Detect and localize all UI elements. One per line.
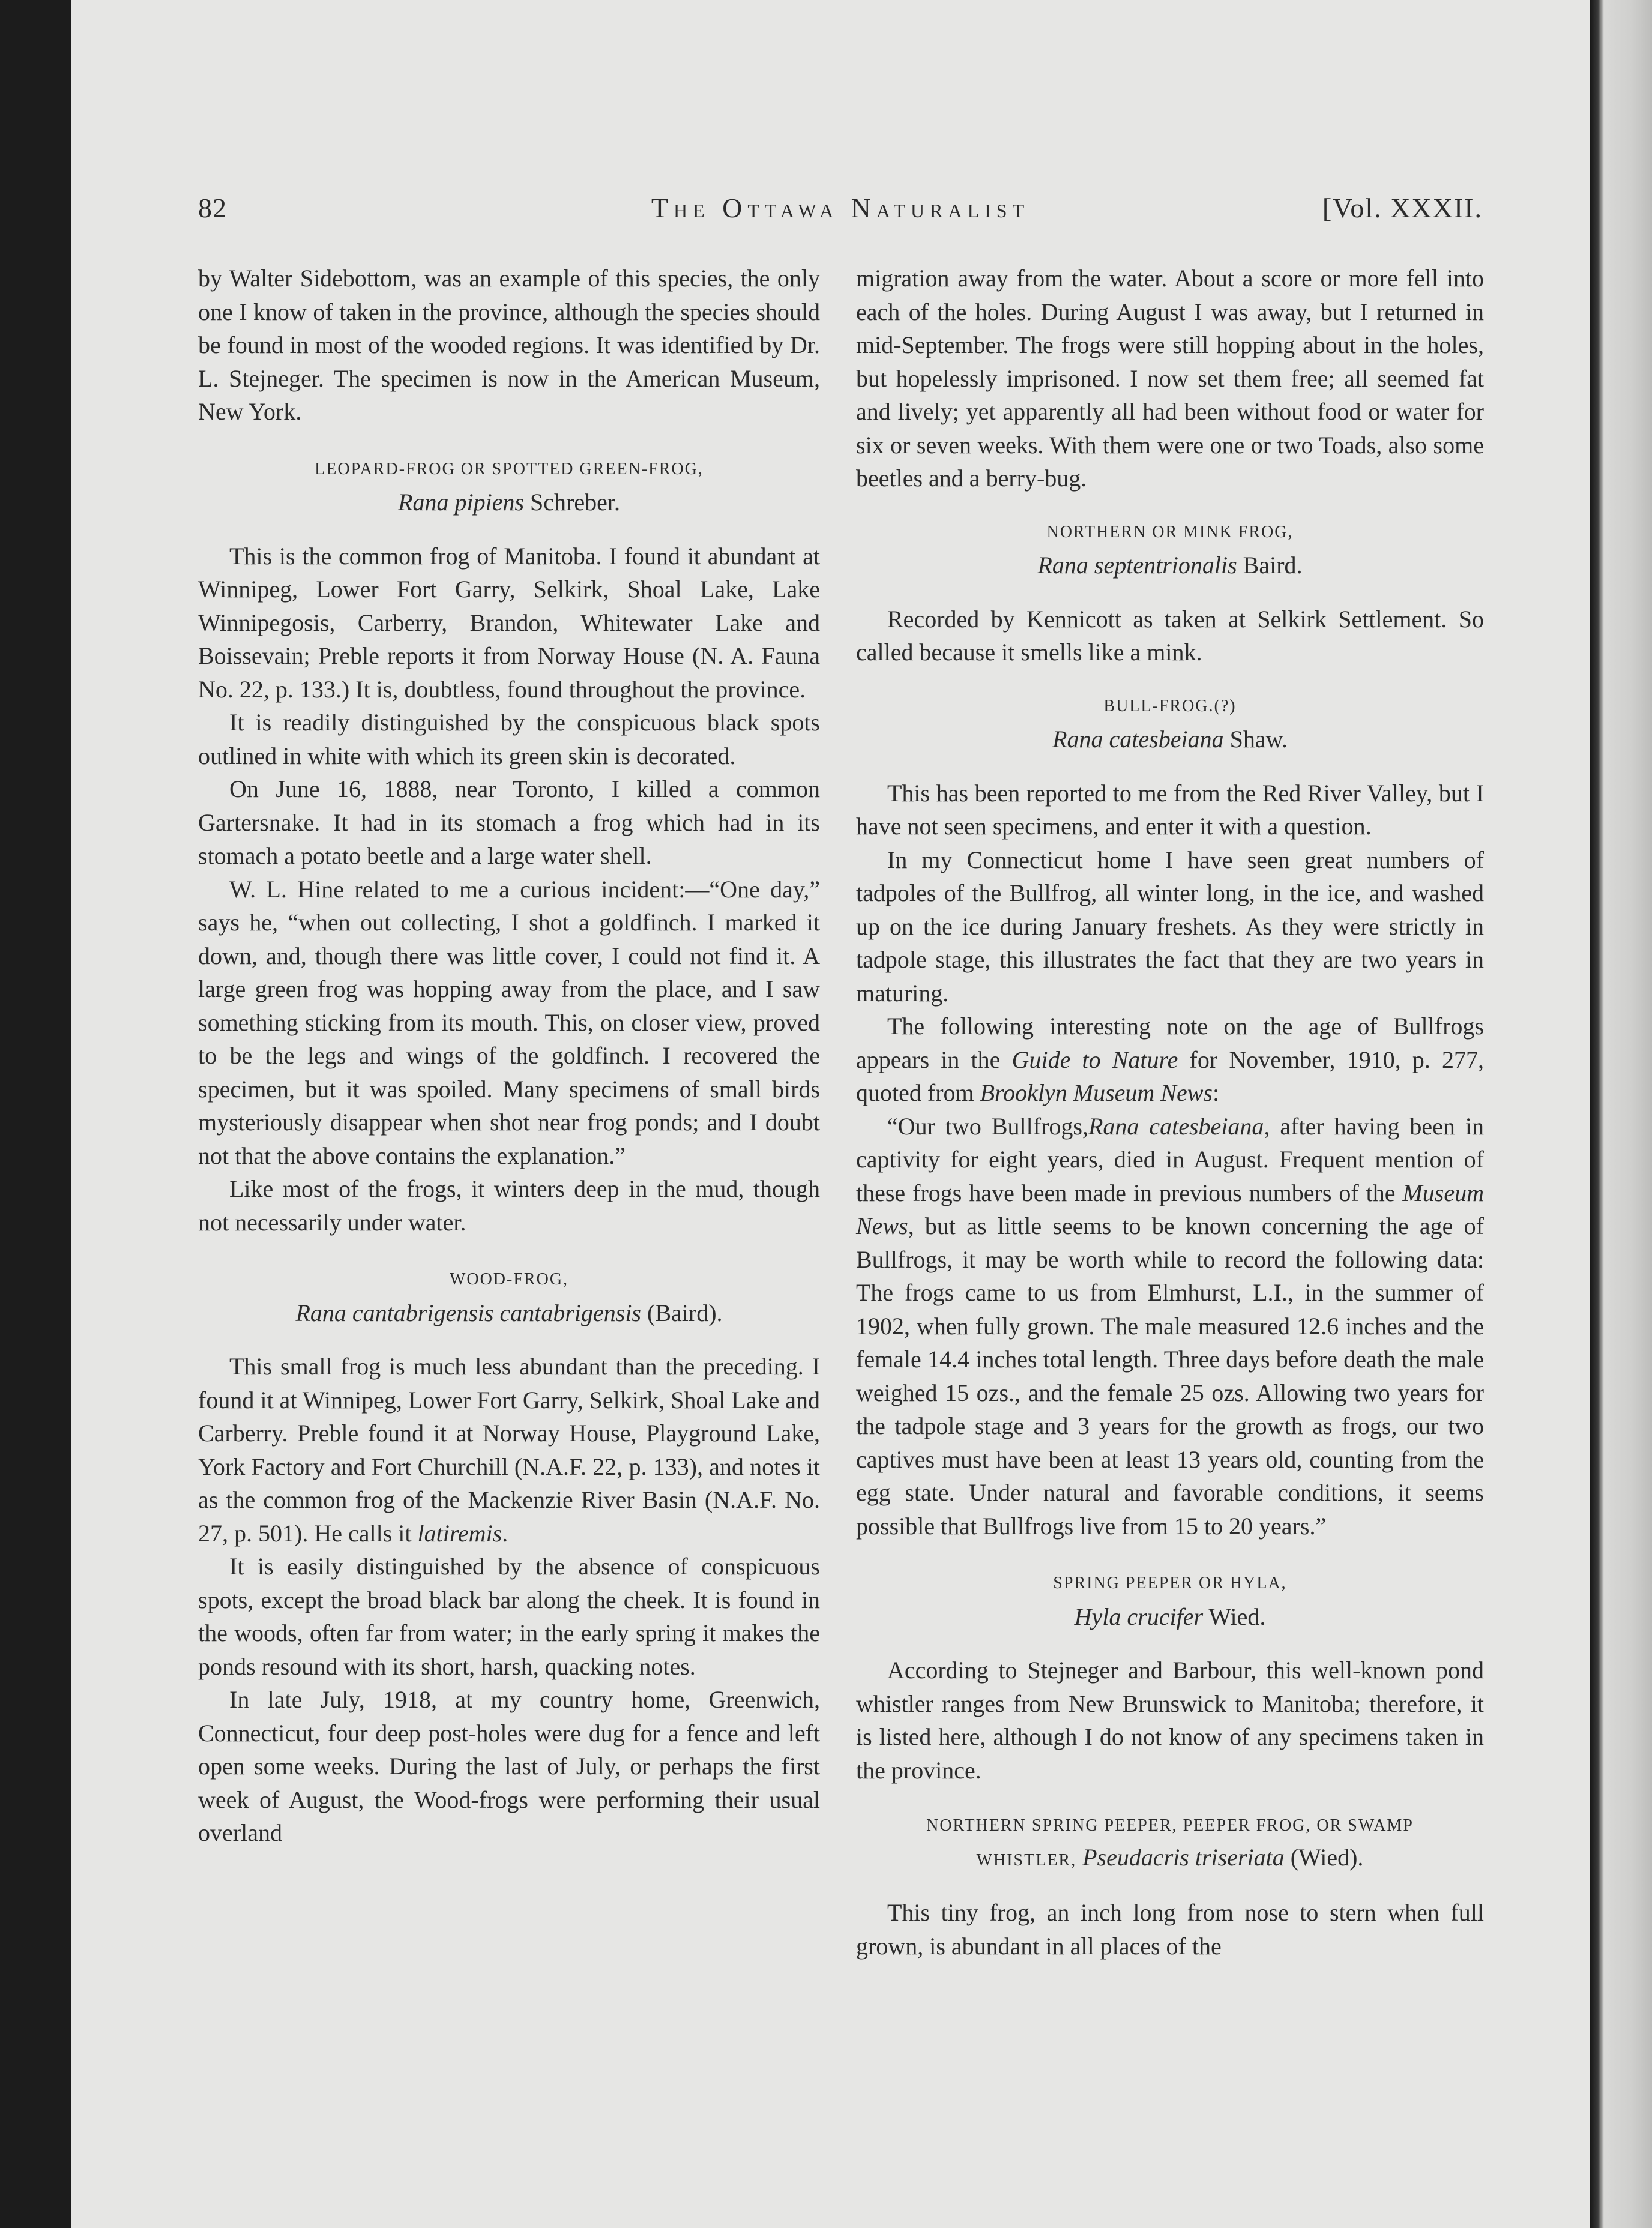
running-header bbox=[198, 192, 1483, 228]
scientific-name: Rana cantabrigensis cantabrigensis bbox=[295, 1299, 641, 1326]
section-heading-mink-frog bbox=[856, 516, 1484, 582]
paragraph: migration away from the water. About a score or more fell into each of the holes. During August I was away, but I returned in mid-September. The frogs were still hopping about in the holes, but hopelessly imprisoned. I now set them free; all seemed fat and lively; yet apparently all had been without food or water for six or seven weeks. With them were one or two Toads, also some beetles and a berry-bug. bbox=[856, 265, 1484, 492]
section-heading-northern-spring-peeper bbox=[856, 1811, 1484, 1876]
common-name: LEOPARD-FROG OR SPOTTED GREEN-FROG, bbox=[315, 459, 704, 478]
scientific-name: Rana catesbeiana bbox=[1052, 726, 1224, 753]
paragraph: It is readily distinguished by the conspicuous black spots outlined in white with which its green skin is decorated. bbox=[198, 709, 820, 769]
paragraph: On June 16, 1888, near Toronto, I killed a common Gartersnake. It had in its stomach a frog which had in its stomach a potato beetle and a large water shell. bbox=[198, 775, 820, 869]
page-number: 82 bbox=[198, 193, 227, 223]
paragraph: W. L. Hine related to me a curious incident:—“One day,” says he, “when out collecting, I shot a goldfinch. I marked it down, and, though there was little cover, I could not find it. A large green frog was hopping away from the place, and I saw something sticking from its mouth. This, on closer view, proved to be the legs and wings of the goldfinch. I recovered the specimen, but it was spoiled. Many specimens of small birds mysteriously disappear when shot near frog ponds; and I doubt not that the above contains the explanation.” bbox=[198, 875, 820, 1169]
paragraph: This tiny frog, an inch long from nose to stern when full grown, is abundant in all places of the bbox=[856, 1899, 1484, 1960]
right-column bbox=[856, 262, 1484, 1963]
paragraph: In late July, 1918, at my country home, Greenwich, Connecticut, four deep post-holes were dug for a fence and left open some weeks. During the last of July, or perhaps the first week of August, the Wood-frogs were performing their usual overland bbox=[198, 1686, 820, 1846]
common-name: WOOD-FROG, bbox=[449, 1270, 569, 1289]
scientific-name: Pseudacris triseriata bbox=[1082, 1844, 1285, 1871]
authority: Schreber. bbox=[524, 489, 620, 516]
common-name: NORTHERN SPRING PEEPER, PEEPER FROG, OR SWAMP bbox=[926, 1816, 1414, 1835]
common-name-cont: WHISTLER, bbox=[976, 1851, 1077, 1870]
common-name: NORTHERN OR MINK FROG, bbox=[1046, 522, 1294, 541]
authority: (Baird). bbox=[641, 1299, 723, 1326]
common-name: SPRING PEEPER OR HYLA, bbox=[1053, 1574, 1287, 1592]
paragraph: This is the common frog of Manitoba. I found it abundant at Winnipeg, Lower Fort Garry, Selkirk, Shoal Lake, Lake Winnipegosis, Carberry, Brandon, Whitewater Lake and Boissevain; Preble reports it from Norway House (N. A. Fauna No. 22, p. 133.) It is, doubtless, found throughout the province. bbox=[198, 542, 820, 703]
paragraph: This small frog is much less abundant than the preceding. I found it at Winnipeg, Lower Fort Garry, Selkirk, Shoal Lake and Carberry. Preble found it at Norway House, Playground Lake, York Factory and Fort Churchill (N.A.F. 22, p. 133), and notes it as the common frog of the Mackenzie River Basin (N.A.F. No. 27, p. 501). He calls it latiremis. bbox=[198, 1353, 820, 1547]
authority: Wied. bbox=[1203, 1603, 1266, 1630]
authority: Baird. bbox=[1237, 552, 1303, 579]
paragraph: It is easily distinguished by the absence of conspicuous spots, except the broad black bar along the cheek. It is found in the woods, often far from water; in the early spring it makes the ponds resound with its short, harsh, quacking notes. bbox=[198, 1553, 820, 1680]
scientific-name: Rana pipiens bbox=[398, 489, 525, 516]
paragraph: The following interesting note on the age of Bullfrogs appears in the Guide to Nature for November, 1910, p. 277, quoted from Brooklyn Museum News: bbox=[856, 1013, 1484, 1106]
volume-label: [Vol. XXXII. bbox=[1322, 193, 1483, 223]
scientific-name: Hyla crucifer bbox=[1074, 1603, 1204, 1630]
common-name: BULL-FROG.(?) bbox=[1103, 696, 1237, 715]
section-heading-bull-frog bbox=[856, 690, 1484, 756]
paragraph: This has been reported to me from the Red River Valley, but I have not seen specimens, and enter it with a question. bbox=[856, 779, 1484, 840]
authority: (Wied). bbox=[1284, 1844, 1364, 1871]
section-heading-wood-frog bbox=[198, 1263, 820, 1329]
quoted-paragraph: “Our two Bullfrogs,Rana catesbeiana, after having been in captivity for eight years, died in August. Frequent mention of these frogs have been made in previous numbers of the Museum News, but as little seems to be known concerning the age of Bullfrogs, it may be worth while to record the following data: The frogs came to us from Elmhurst, L.I., in the summer of 1902, when fully grown. The male measured 12.6 inches and the female 14.4 inches total length. Three days before death the male weighed 15 ozs., and the female 25 ozs. Allowing two years for the tadpole stage and 3 years for the growth as frogs, our two captives must have been at least 13 years old, counting from the egg state. Under natural and favorable conditions, it seems possible that Bullfrogs live from 15 to 20 years.” bbox=[856, 1112, 1484, 1540]
authority: Shaw. bbox=[1223, 726, 1288, 753]
section-heading-leopard-frog bbox=[198, 453, 820, 519]
paragraph: In my Connecticut home I have seen great numbers of tadpoles of the Bullfrog, all winter long, in the ice, and washed up on the ice during January freshets. As they were strictly in tadpole stage, this illustrates the fact that they are two years in maturing. bbox=[856, 846, 1484, 1007]
paragraph: According to Stejneger and Barbour, this well-known pond whistler ranges from New Brunswick to Manitoba; therefore, it is listed here, although I do not know of any specimens taken in the province. bbox=[856, 1657, 1484, 1784]
journal-title: The Ottawa Naturalist bbox=[651, 193, 1030, 223]
paragraph: Like most of the frogs, it winters deep in the mud, though not necessarily under water. bbox=[198, 1175, 820, 1236]
left-column bbox=[198, 262, 820, 1850]
facing-page-edge bbox=[1590, 0, 1652, 2228]
paragraph: by Walter Sidebottom, was an example of this species, the only one I know of taken in the province, although the species should be found in most of the wooded regions. It was identified by Dr. L. Stejneger. The specimen is now in the American Museum, New York. bbox=[198, 265, 820, 425]
section-heading-spring-peeper bbox=[856, 1567, 1484, 1633]
paragraph: Recorded by Kennicott as taken at Selkirk Settlement. So called because it smells like a mink. bbox=[856, 605, 1484, 666]
scientific-name: Rana septentrionalis bbox=[1037, 552, 1237, 579]
